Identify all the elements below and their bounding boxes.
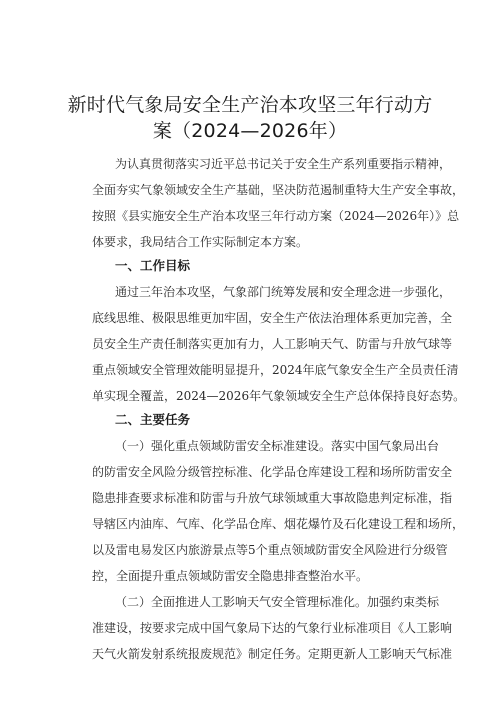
task1-line-5: 以及雷电易发区内旅游景点等5个重点领域防雷安全风险进行分级管 <box>92 543 448 557</box>
goals-line-5: 单实现全覆盖，2024—2026年气象领域安全生产总体保持良好态势。 <box>92 389 466 403</box>
goals-line-1: 通过三年治本攻坚，气象部门统筹发展和安全理念进一步强化， <box>115 285 452 299</box>
document-title-line-1: 新时代气象局安全生产治本攻坚三年行动方 <box>67 94 433 116</box>
task2-line-1: （二）全面推进人工影响天气安全管理标准化。加强约束类标 <box>115 595 440 609</box>
task1-line-3: 隐患排查要求标准和防雷与升放气球领域重大事故隐患判定标准，指 <box>92 491 453 505</box>
goals-line-3: 员安全生产责任制落实更加有力，人工影响天气、防雷与升放气球等 <box>92 337 453 351</box>
task1-line-4: 导辖区内油库、气库、化学品仓库、烟花爆竹及石化建设工程和场所， <box>92 517 465 531</box>
section-heading-goals: 一、工作目标 <box>115 258 191 273</box>
task1-line-2: 的防雷安全风险分级管控标准、化学品仓库建设工程和场所防雷安全 <box>92 465 453 479</box>
document-title-line-2: 案（2024—2026年） <box>152 120 348 142</box>
goals-line-4: 重点领域安全管理效能明显提升，2024年底气象安全生产全员责任清 <box>92 363 459 377</box>
task2-line-2: 准建设，按要求完成中国气象局下达的气象行业标准项目《人工影响 <box>92 621 453 635</box>
intro-line-2: 全面夯实气象领域安全生产基础，坚决防范遏制重特大生产安全事故， <box>92 183 465 197</box>
task2-line-3: 天气火箭发射系统报废规范》制定任务。定期更新人工影响天气标准 <box>92 647 453 661</box>
intro-line-4: 体要求，我局结合工作实际制定本方案。 <box>92 235 309 249</box>
section-heading-tasks: 二、主要任务 <box>115 412 191 427</box>
intro-line-3: 按照《县实施安全生产治本攻坚三年行动方案（2024—2026年）》总 <box>92 209 460 223</box>
goals-line-2: 底线思维、极限思维更加牢固，安全生产依法治理体系更加完善，全 <box>92 311 453 325</box>
task1-line-6: 控，全面提升重点领域防雷安全隐患排查整治水平。 <box>92 569 369 583</box>
intro-line-1: 为认真贯彻落实习近平总书记关于安全生产系列重要指示精神， <box>115 157 452 171</box>
task1-line-1: （一）强化重点领域防雷安全标准建设。落实中国气象局出台 <box>115 439 440 453</box>
